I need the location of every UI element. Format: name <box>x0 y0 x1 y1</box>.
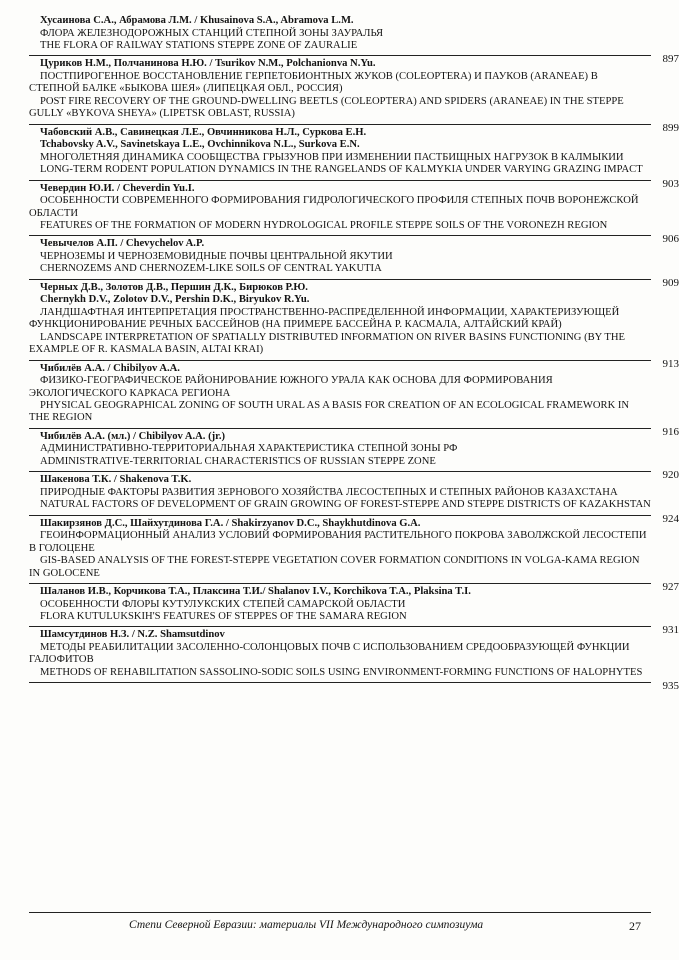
entry-page-number: 909 <box>662 276 679 289</box>
table-of-contents <box>29 13 679 693</box>
entry-authors: Чевычелов А.П. / Chevychelov A.P. <box>40 238 205 250</box>
entry-title-russian: МЕТОДЫ РЕАБИЛИТАЦИИ ЗАСОЛЕННО-СОЛОНЦОВЫХ ПОЧВ С ИСПОЛЬЗОВАНИЕМ СРЕДООБРАЗУЮЩЕЙ ФУНКЦИИ ГАЛОФИТОВ <box>29 641 630 666</box>
entry-authors: Шамсутдинов Н.З. / N.Z. Shamsutdinov <box>40 629 225 641</box>
entry-authors: Чибилёв А.А. / Chibilyov A.A. <box>40 362 180 374</box>
entry-authors: Шакенова Т.К. / Shakenova T.K. <box>40 474 192 486</box>
entry-page-number: 916 <box>662 425 679 438</box>
entry-title-english: POST FIRE RECOVERY OF THE GROUND-DWELLING BEETLS (COLEOPTERA) AND SPIDERS (ARANEAE) IN THE STEPPE GULLY «BYKOVA SHEYA» (LIPETSK OBLAST, RUSSIA) <box>29 95 624 120</box>
entry-authors: Шакирзянов Д.С., Шайхутдинова Г.А. / Shakirzyanov D.C., Shaykhutdinova G.A. <box>40 517 421 529</box>
entry-page-number: 927 <box>662 580 679 593</box>
entry-page-number: 913 <box>662 357 679 370</box>
entry-page-number: 920 <box>662 469 679 482</box>
entry-title-english: LONG-TERM RODENT POPULATION DYNAMICS IN THE RANGELANDS OF KALMYKIA UNDER VARYING GRAZING IMPACT <box>40 164 643 176</box>
entry-title-russian: АДМИНИСТРАТИВНО-ТЕРРИТОРИАЛЬНАЯ ХАРАКТЕРИСТИКА СТЕПНОЙ ЗОНЫ РФ <box>40 443 458 455</box>
entry-authors: Чибилёв А.А. (мл.) / Chibilyov A.A. (jr.) <box>40 430 226 442</box>
entry-title-english: FEATURES OF THE FORMATION OF MODERN HYDROLOGICAL PROFILE STEPPE SOILS OF THE VORONEZH REGION <box>40 220 608 232</box>
entry-title-english: THE FLORA OF RAILWAY STATIONS STEPPE ZONE OF ZAURALIE <box>40 40 358 51</box>
entry-page-number: 897 <box>662 53 679 66</box>
entry-title-english: PHYSICAL GEOGRAPHICAL ZONING OF SOUTH URAL AS A BASIS FOR CREATION OF AN ECOLOGICAL FRAMEWORK IN THE REGION <box>29 400 630 424</box>
entry-authors: Шаланов И.В., Корчикова Т.А., Плаксина Т.И./ Shalanov I.V., Korchikova T.A., Plaksina T.I. <box>40 585 471 597</box>
entry-title-russian: ПОСТПИРОГЕННОЕ ВОССТАНОВЛЕНИЕ ГЕРПЕТОБИОНТНЫХ ЖУКОВ (COLEOPTERA) И ПАУКОВ (ARANEAE) В СТЕПНОЙ БАЛКЕ «БЫКОВА ШЕЯ» (ЛИПЕЦКАЯ ОБЛ., РОССИЯ) <box>29 71 598 95</box>
entry-page-number: 935 <box>662 680 679 693</box>
entry-authors: Чевердин Ю.И. / Cheverdin Yu.I. <box>40 182 195 194</box>
entry-title-english: LANDSCAPE INTERPRETATION OF SPATIALLY DISTRIBUTED INFORMATION ON RIVER BASINS FUNCTIONING (BY THE EXAMPLE OF R. KASMALA BASIN, ALTAI KRAI) <box>29 331 625 356</box>
footer-title: Степи Северной Евразии: материалы VII Международного симпозиума <box>129 919 484 931</box>
entry-title-russian: ЧЕРНОЗЕМЫ И ЧЕРНОЗЕМОВИДНЫЕ ПОЧВЫ ЦЕНТРАЛЬНОЙ ЯКУТИИ <box>40 251 393 263</box>
entry-title-russian: ЛАНДШАФТНАЯ ИНТЕРПРЕТАЦИЯ ПРОСТРАНСТВЕННО-РАСПРЕДЕЛЕННОЙ ИНФОРМАЦИИ, ХАРАКТЕРИЗУЮЩЕЙ ФУНКЦИОНИРОВАНИЕ РЕЧНЫХ БАССЕЙНОВ (НА ПРИМЕРЕ БАССЕЙНА Р. КАСМАЛА, АЛТАЙСКИЙ КРАЙ) <box>29 307 620 331</box>
entry-title-english: CHERNOZEMS AND CHERNOZEM-LIKE SOILS OF CENTRAL YAKUTIA <box>40 263 382 275</box>
entry-authors: Хусаинова С.А., Абрамова Л.М. / Khusainova S.A., Abramova L.M. <box>40 15 354 26</box>
page-footer <box>29 912 651 933</box>
footer-page-number: 27 <box>629 919 641 933</box>
entry-title-russian: ГЕОИНФОРМАЦИОННЫЙ АНАЛИЗ УСЛОВИЙ ФОРМИРОВАНИЯ РАСТИТЕЛЬНОГО ПОКРОВА ЗАВОЛЖСКОЙ ЛЕСОСТЕПИ В ГОЛОЦЕНЕ <box>29 530 647 554</box>
entry-page-number: 924 <box>662 512 679 525</box>
entry-authors: Черных Д.В., Золотов Д.В., Першин Д.К., Бирюков Р.Ю. Chernykh D.V., Zolotov D.V., Pershin D.K., Biryukov R.Yu. <box>40 281 310 306</box>
entry-title-russian: ПРИРОДНЫЕ ФАКТОРЫ РАЗВИТИЯ ЗЕРНОВОГО ХОЗЯЙСТВА ЛЕСОСТЕПНЫХ И СТЕПНЫХ РАЙОНОВ КАЗАХСТАНА <box>40 486 618 498</box>
entry-title-english: NATURAL FACTORS OF DEVELOPMENT OF GRAIN GROWING OF FOREST-STEPPE AND STEPPE DISTRICTS OF KAZAKHSTAN <box>40 499 651 511</box>
entry-title-russian: ФИЗИКО-ГЕОГРАФИЧЕСКОЕ РАЙОНИРОВАНИЕ ЮЖНОГО УРАЛА КАК ОСНОВА ДЛЯ ФОРМИРОВАНИЯ ЭКОЛОГИЧЕСКОГО КАРКАСА РЕГИОНА <box>29 375 553 399</box>
entry-title-english: METHODS OF REHABILITATION SASSOLINO-SODIC SOILS USING ENVIRONMENT-FORMING FUNCTIONS OF HALOPHYTES <box>40 666 643 678</box>
entry-title-russian: ОСОБЕННОСТИ ФЛОРЫ КУТУЛУКСКИХ СТЕПЕЙ САМАРСКОЙ ОБЛАСТИ <box>40 598 406 610</box>
entry-page-number: 931 <box>662 624 679 637</box>
entry-authors: Цуриков Н.М., Полчанинова Н.Ю. / Tsurikov N.M., Polchanionva N.Yu. <box>40 58 376 70</box>
entry-title-english: GIS-BASED ANALYSIS OF THE FOREST-STEPPE VEGETATION COVER FORMATION CONDITIONS IN VOLGA-KAMA REGION IN GOLOCENE <box>29 555 640 579</box>
entry-authors: Чабовский А.В., Савинецкая Л.Е., Овчинникова Н.Л., Суркова Е.Н. Tchabovsky A.V., Savinetskaya L.E., Ovchinnikova N.L., Surkova E.N. <box>40 126 367 151</box>
entry-title-english: FLORA KUTULUKSKIH'S FEATURES OF STEPPES OF THE SAMARA REGION <box>40 610 407 622</box>
entry-page-number: 906 <box>662 233 679 246</box>
entry-title-english: ADMINISTRATIVE-TERRITORIAL CHARACTERISTICS OF RUSSIAN STEPPE ZONE <box>40 455 436 467</box>
entry-page-number: 899 <box>662 121 679 134</box>
entry-page-number: 903 <box>662 177 679 190</box>
entry-title-russian: МНОГОЛЕТНЯЯ ДИНАМИКА СООБЩЕСТВА ГРЫЗУНОВ ПРИ ИЗМЕНЕНИИ ПАСТБИЩНЫХ НАГРУЗОК В КАЛМЫКИИ <box>40 151 624 163</box>
entry-title-russian: ОСОБЕННОСТИ СОВРЕМЕННОГО ФОРМИРОВАНИЯ ГИДРОЛОГИЧЕСКОГО ПРОФИЛЯ СТЕПНЫХ ПОЧВ ВОРОНЕЖСКОЙ ОБЛАСТИ <box>29 195 639 219</box>
entry-title-russian: ФЛОРА ЖЕЛЕЗНОДОРОЖНЫХ СТАНЦИЙ СТЕПНОЙ ЗОНЫ ЗАУРАЛЬЯ <box>40 27 384 39</box>
